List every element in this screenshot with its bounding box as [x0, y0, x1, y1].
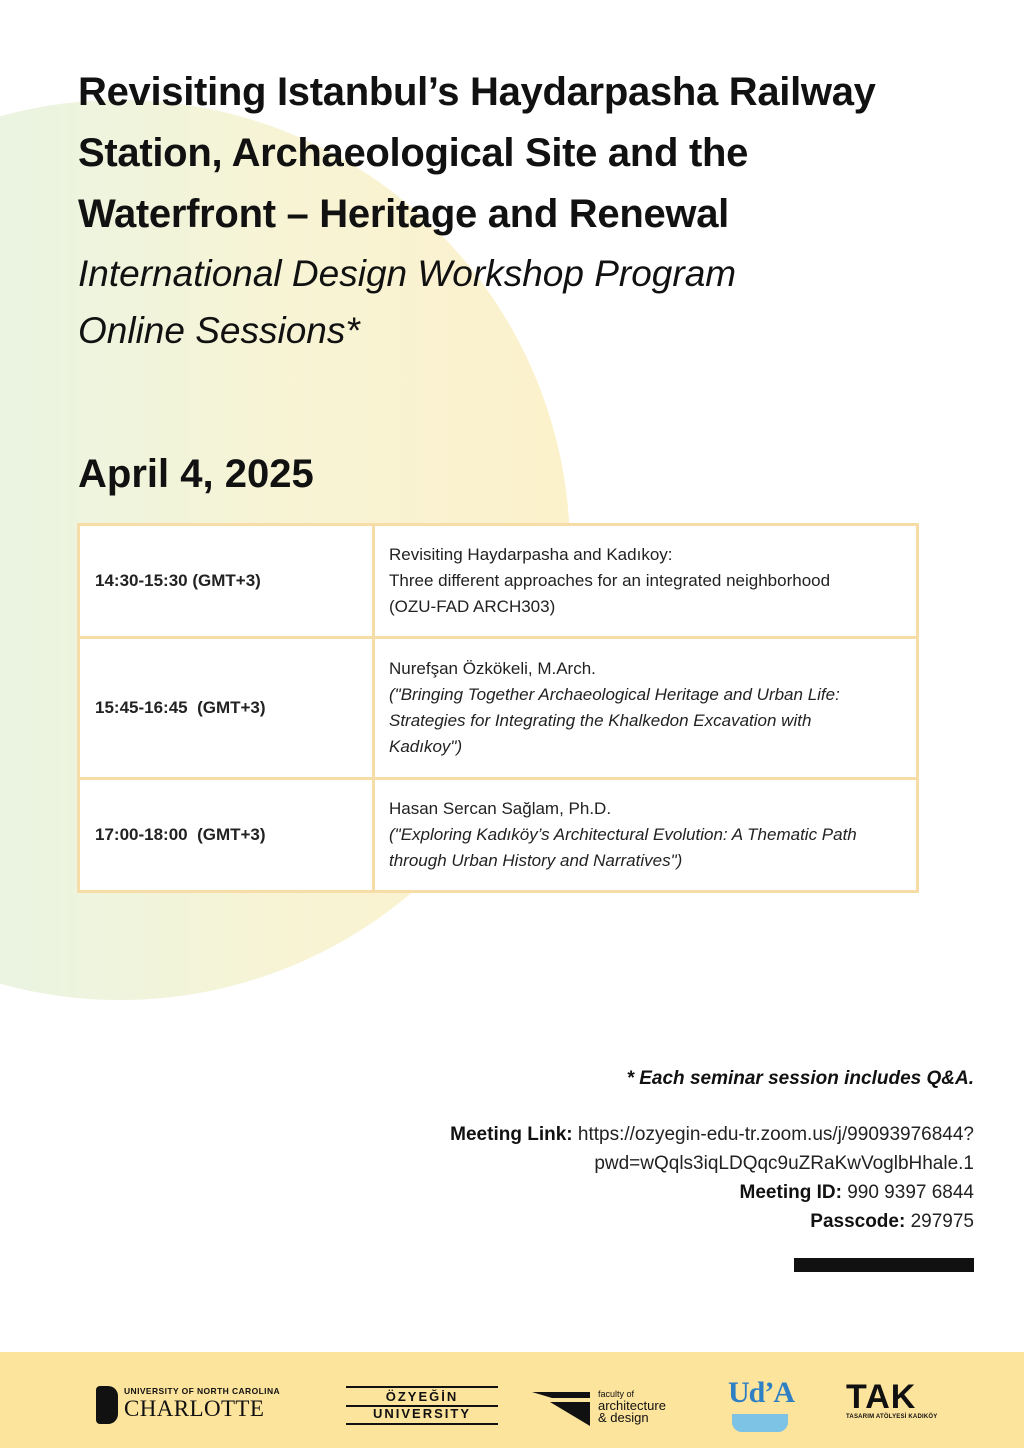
qa-note: * Each seminar session includes Q&A.: [626, 1068, 974, 1089]
header: [78, 62, 958, 359]
meeting-link-continued[interactable]: pwd=wQqls3iqLDQqc9uZRaKwVoglbHhale.1: [594, 1153, 974, 1174]
session-topic: Strategies for Integrating the Khalkedon Excavation with: [389, 711, 812, 730]
divider-bar: [794, 1258, 974, 1272]
session-topic: through Urban History and Narratives"): [389, 851, 683, 870]
session-text: Revisiting Haydarpasha and Kadıkoy:: [389, 545, 673, 564]
session-topic: ("Bringing Together Archaeological Heritage and Urban Life:: [389, 685, 840, 704]
ozyegin-logo-rule: [346, 1423, 498, 1425]
meeting-link-label: Meeting Link:: [450, 1124, 573, 1145]
meeting-id-row: [334, 1178, 974, 1207]
table-row: [79, 779, 918, 892]
session-description: [374, 779, 918, 892]
session-speaker: Hasan Sercan Sağlam, Ph.D.: [389, 799, 612, 818]
uncc-logo-small: UNIVERSITY OF NORTH CAROLINA: [124, 1386, 281, 1396]
fad-logo-line: faculty of: [598, 1389, 635, 1399]
session-time: 17:00-18:00 (GMT+3): [79, 779, 374, 892]
ozyegin-logo: [346, 1386, 498, 1424]
uncc-logo-big: CHARLOTTE: [124, 1396, 265, 1421]
session-speaker: Nurefşan Özkökeli, M.Arch.: [389, 659, 596, 678]
meeting-info: [334, 1064, 974, 1236]
session-topic: ("Exploring Kadıköy’s Architectural Evolution: A Thematic Path: [389, 825, 857, 844]
event-date: April 4, 2025: [78, 452, 314, 496]
session-time: 14:30-15:30 (GMT+3): [79, 525, 374, 638]
subtitle-line: Online Sessions*: [78, 310, 360, 351]
ozyegin-logo-rule: [346, 1386, 498, 1388]
tak-logo-text: TAK: [846, 1378, 917, 1416]
title-line: Station, Archaeological Site and the: [78, 131, 749, 175]
table-row: [79, 638, 918, 779]
footer-logos: [0, 1352, 1024, 1448]
uda-logo: [728, 1376, 795, 1438]
session-description: [374, 525, 918, 638]
uda-logo-base: [732, 1414, 788, 1432]
fad-logo-line: architecture: [598, 1398, 666, 1413]
passcode-row: [334, 1207, 974, 1236]
session-description: [374, 638, 918, 779]
uncc-mark-icon: [96, 1386, 118, 1424]
session-text: (OZU-FAD ARCH303): [389, 597, 556, 616]
table-row: [79, 525, 918, 638]
ozyegin-logo-bottom: UNIVERSITY: [372, 1406, 471, 1421]
fad-logo-text: [598, 1388, 666, 1424]
tak-logo: [846, 1380, 936, 1420]
subtitle-line: International Design Workshop Program: [78, 253, 737, 294]
fad-logo-line: & design: [598, 1410, 649, 1425]
passcode-label: Passcode:: [810, 1211, 906, 1232]
title-line: Revisiting Istanbul’s Haydarpasha Railway: [78, 70, 876, 114]
uda-logo-text: Ud’A: [728, 1376, 795, 1409]
title-line: Waterfront – Heritage and Renewal: [78, 192, 729, 236]
meeting-link-row: [334, 1120, 974, 1149]
passcode: 297975: [910, 1211, 974, 1232]
session-time: 15:45-16:45 (GMT+3): [79, 638, 374, 779]
meeting-id: 990 9397 6844: [847, 1182, 974, 1203]
ozyegin-logo-top: ÖZYEĞİN: [385, 1389, 459, 1404]
fad-logo: [532, 1388, 692, 1428]
tak-logo-subtext: TASARIM ATÖLYESİ KADIKÖY: [846, 1414, 938, 1420]
session-text: Three different approaches for an integrated neighborhood: [389, 571, 831, 590]
meeting-link[interactable]: https://ozyegin-edu-tr.zoom.us/j/99093976844?: [577, 1124, 974, 1145]
session-topic: Kadıkoy"): [389, 737, 463, 756]
meeting-id-label: Meeting ID:: [739, 1182, 842, 1203]
schedule-table: [77, 523, 919, 893]
fad-triangle-icon: [532, 1388, 592, 1428]
